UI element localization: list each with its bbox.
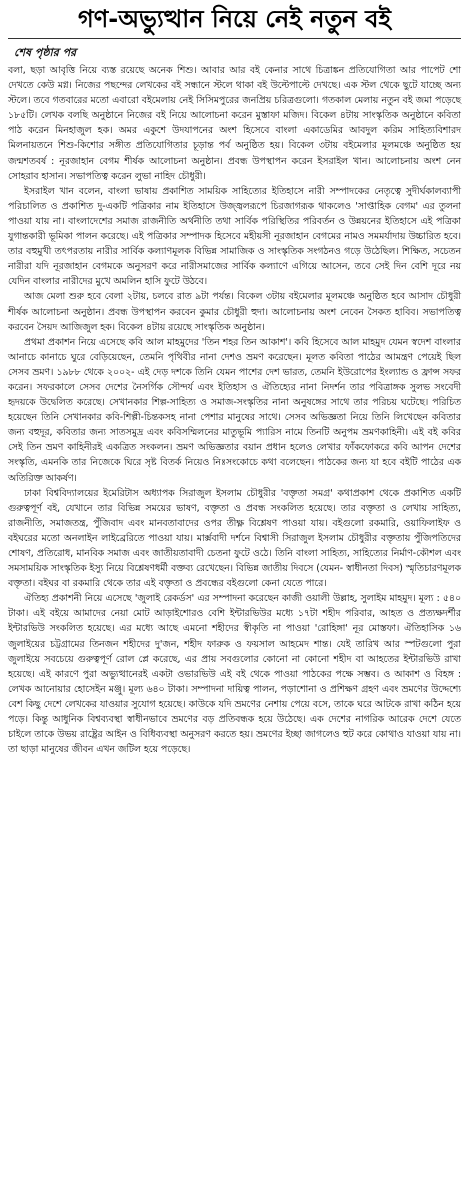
article-paragraph: ইসরাইল খান বলেন, বাংলা ভাষায় প্রকাশিত সাময়িক সাহিত্যের ইতিহাসে নারী সম্পাদকের নেতৃত্বে সুদীর্ঘকালব্যাপী পরিচালিত ও প্রকাশিত দু-একটি পত্রিকার নাম ইতিহাসে উজ্জ্বলরূপে চিরজাগরূক থাকলেও 'সাপ্তাহিক বেগম' এর তুলনা পাওয়া যায় না। বাংলাদেশের সমাজ রাজনীতি অর্থনীতি তথা সার্বিক পরিস্থিতির পরিবর্তন ও উন্নয়নের ইতিহাসে এই পত্রিকা যুগান্তকারী ভূমিকা পালন করেছে। এই পত্রিকার সম্পাদক হিসেবে মহীয়সী নূরজাহান বেগমের নামও সমমর্যাদায় উচ্চারিত হবে। তার বহুমুখী তৎপরতায় নারীর সার্বিক কল্যাণমূলক বিভিন্ন সামাজিক ও সাংস্কৃতিক সংগঠনও গড়ে উঠেছিল। শিক্ষিত, সচেতন নারীরা যদি নূরজাহান বেগমকে অনুসরণ করে নারীসমাজের সার্বিক কল্যাণে এগিয়ে আসেন, তবে সেই দিন বেশি দূরে নয় যেদিন বাংলার নারীদের মুখে অমলিন হাসি ফুটে উঠবে। [8, 185, 461, 288]
article-paragraph: ঐতিহ্য প্রকাশনী নিয়ে এসেছে 'জুলাই রেকর্ডস' এর সম্পাদনা করেছেন কাজী ওয়ালী উল্লাহ, সুলাইম মাহমুদ। মূল্য : ৫৪০ টাকা। এই বইয়ে আমাদের নেয়া মোট আড়াইশোরও বেশি ইন্টারভিউর মধ্যে ১৭টা শহীদ পরিবার, আহত ও প্রত্যক্ষদর্শীর ইন্টারভিউ সংকলিত হয়েছে। এর মধ্যে আছে এমনো শহীদের স্বীকৃতি না পাওয়া 'রোহিঙ্গা' নূর মোস্তফা। ঐতিহাসিক ১৬ জুলাইয়ের চট্টগ্রামের তিনজন শহীদের দু'জন, শহীদ ফারুক ও ফয়সাল আহমেদ শান্ত। যেই তারিখ আর স্পটগুলো পুরা জুলাইয়ে সবচেয়ে গুরুত্বপূর্ণ রোল প্লে করেছে, এর প্রায় সবগুলোর কোনো না কোনো শহীদ বা আহতের ইন্টারভিউ রাখা হয়েছে। এই কারণে পুরা অভ্যুত্থানেরই একটা ওভারভিউ এই বই থেকে পাওয়া পাঠকের পক্ষে সম্ভব। ও আকাশ ও বিহঙ্গ : লেখক আনোয়ার হোসেইন মঞ্জু। মূল্য ৬৪০ টাকা। সম্পাদনা দায়িত্ব পালন, পড়াশোনা ও প্রশিক্ষণ গ্রহণ এবং ভ্রমণের উদ্দেশ্যে বেশ কিছু দেশে লেখকের যাওয়ার সুযোগ হয়েছে। কাউকে যদি ভ্রমণের নেশায় পেয়ে বসে, তাকে ঘরে আটকে রাখা কঠিন হয়ে পড়ে। কিন্তু আধুনিক বিশ্বব্যবস্থা স্বাধীনভাবে ভ্রমণের বড় প্রতিবন্ধক হয়ে উঠেছে। এক দেশের নাগরিক আরেক দেশে যেতে চাইলে তাকে উভয় রাষ্ট্রের আইন ও বিধিব্যবস্থা অনুসরণ করতে হয়। ভ্রমণের ইচ্ছা জাগলেও হুট করে কোথাও যাওয়া যায় না। তা ছাড়া মানুষের জীবন এখন জটিল হয়ে পড়েছে। [8, 593, 461, 756]
article-body [8, 63, 461, 757]
headline-divider [8, 38, 461, 39]
article-paragraph: আজ মেলা শুরু হবে বেলা ২টায়, চলবে রাত ৯টা পর্যন্ত। বিকেল ৩টায় বইমেলার মূলমঞ্চে অনুষ্ঠিত হবে আসাদ চৌধুরী শীর্ষক আলোচনা অনুষ্ঠান। প্রবন্ধ উপস্থাপন করবেন কুমার চৌধুরী হুদা। আলোচনায় অংশ নেবেন সৈকত হাবিব। সভাপতিত্ব করবেন সৈয়দ আজিজুল হক। বিকেল ৪টায় রয়েছে সাংস্কৃতিক অনুষ্ঠান। [8, 291, 461, 333]
article-paragraph: প্রথমা প্রকাশন নিয়ে এসেছে কবি আল মাহমুদের 'তিন শহর তিন আকাশ'। কবি হিসেবে আল মাহমুদ যেমন স্বদেশ বাংলার আনাচে কানাচে ঘুরে বেড়িয়েছেন, তেমনি পৃথিবীর নানা দেশও ভ্রমণ করেছেন। মূলত কবিতা পাঠের আমন্ত্রণ পেয়েই ছিল সেসব ভ্রমণ। ১৯৮৮ থেকে ২০০২- এই দেড় দশকে তিনি যেমন পাশের দেশ ভারত, তেমনি ইউরোপের ইংল্যান্ড ও ফ্রান্স সফর করেন। সফরকালে সেসব দেশের নৈসর্গিক সৌন্দর্য এবং ইতিহাস ও ঐতিহ্যের নানা নিদর্শন তার পবিত্রাঙ্গক সুলভ সংবেদী হৃদয়কে উদ্বেলিত করেছে। সেখানকার শিল্প-সাহিত্য ও সমাজ-সংস্কৃতির নানা অনুষঙ্গের সাথে তার পরিচয় ঘটেছে। পরিচিত হয়েছেন তিনি সেখানকার কবি-শিল্পী-চিন্তকসহ নানা পেশার মানুষের সাথে। সেসব অভিজ্ঞতা নিয়ে তিনি লিখেছেন কবিতার জন্য বহুদূর, কবিতার জন্য সাতসমুদ্র এবং কবিসম্মিলনের মাতুভূমি প্যারিস নামে তিনটি অনুপম ভ্রমণকাহিনী। এই বই কবির সেই তিন ভ্রমণ কাহিনীরই একত্রিত সংকলন। ভ্রমণ অভিজ্ঞতার বয়ান প্রধান হলেও লেখার ফাঁকফোকরে কবি আপন দেশের সংস্কৃতি, এমনকি তার নিজেকে ঘিরে সৃষ্ট বিতর্ক নিয়েও নিঃসংকোচে কথা বলেছেন। পাঠকের জন্য যা হবে বইটি পাঠের এক অতিরিক্ত আকর্ষণ। [8, 336, 461, 484]
article-paragraph: ঢাকা বিশ্ববিদ্যালয়ের ইমেরিটাস অধ্যাপক সিরাজুল ইসলাম চৌধুরীর 'বক্তৃতা সমগ্র' কথাপ্রকাশ থেকে প্রকাশিত একটি গুরুত্বপূর্ণ বই, যেখানে তার বিভিন্ন সময়ের ভাষণ, বক্তৃতা ও প্রবন্ধ সংকলিত হয়েছে। তার বক্তৃতা ও লেখায় সাহিত্য, রাজনীতি, সমাজতন্ত্র, পুঁজিবাদ এবং মানবতাবাদের ওপর তীক্ষ্ণ বিশ্লেষণ পাওয়া যায়। বইগুলো রকমারি, ওয়াফিলাইফ ও বইঘরের মতো অনলাইন লাইব্রেরিতে পাওয়া যায়। মার্ক্সবাদী দর্শনে বিশ্বাসী সিরাজুল ইসলাম চৌধুরীর বক্তৃতায় পুঁজিপতিদের শোষণ, প্রতিরোধ, মানবিক সমাজ এবং জাতীয়তাবাদী চেতনা ফুটে ওঠে। তিনি বাংলা সাহিত্য, সাহিত্যের নির্মাণ-কৌশল এবং সমসাময়িক সাংস্কৃতিক ইস্যু নিয়ে বিশ্লেষণধর্মী বক্তব্য রেখেছেন। বিভিন্ন জাতীয় দিবসে (যেমন- স্বাধীনতা দিবস) স্মৃতিচারণমূলক বক্তৃতা। বইঘর বা রকমারি থেকে তার এই বক্তৃতা ও প্রবন্ধের বইগুলো কেনা যেতে পারে। [8, 487, 461, 590]
article-paragraph: বলা, ছড়া আবৃত্তি নিয়ে ব্যস্ত রয়েছে অনেক শিশু। আবার আর বই কেনার সাথে চিত্রাঙ্কন প্রতিযোগিতা আর পাপেট শো দেখতে কেউ মগ্ন। নিজের পছন্দের লেখকের বই সন্ধানে স্টলে থাকা বই উল্টেপাল্টে দেখছে। এক স্টল থেকে ছুটে যাচ্ছে অন্য স্টলে। তবে গতবারের মতো এবারো বইমেলায় নেই সিসিমপুরের জনপ্রিয় চরিত্রগুলো। গতকাল মেলায় নতুন বই জমা পড়েছে ১৮৫টি। লেখক বলছি অনুষ্ঠানে নিজের বই নিয়ে আলোচনা করেন মুস্তাফা মজিদ। বিকেল ৪টায় সাংস্কৃতিক অনুষ্ঠানে কবিতা পাঠ করেন মিনহাজুল হক। অমর একুশে উদযাপনের অংশ হিসেবে বাংলা একাডেমির আবদুল করিম সাহিত্যবিশারদ মিলনায়তনে শিশু-কিশোর সঙ্গীত প্রতিযোগিতার চূড়ান্ত পর্ব অনুষ্ঠিত হয়। বিকেল ৩টায় বইমেলার মূলমঞ্চে অনুষ্ঠিত হয় জন্মশতবর্ষ : নূরজাহান বেগম শীর্ষক আলোচনা অনুষ্ঠান। প্রবন্ধ উপস্থাপন করেন ইসরাইল খান। আলোচনায় অংশ নেন সোহরাব হাসান। সভাপতিত্ব করেন লুভা নাহিদ চৌধুরী। [8, 65, 461, 182]
headline: গণ-অভ্যুত্থান নিয়ে নেই নতুন বই [78, 5, 391, 33]
continued-from-label: শেষ পৃষ্ঠার পর [14, 46, 77, 59]
